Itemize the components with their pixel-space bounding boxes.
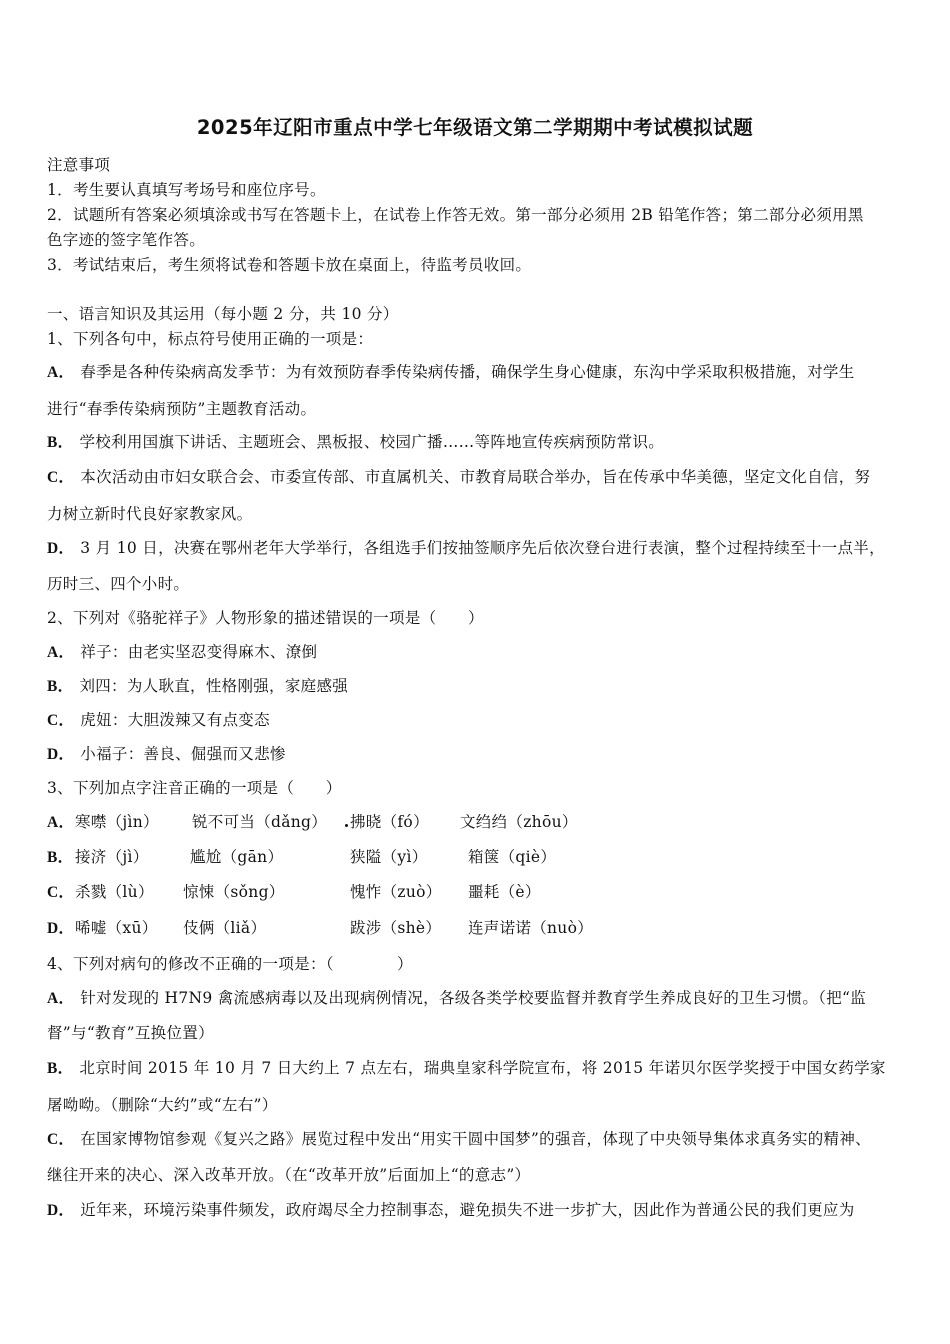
question-stem: 3、下列加点字注音正确的一项是（ ） (47, 779, 342, 797)
option-c (47, 708, 270, 730)
section-heading: 一、语言知识及其运用（每小题 2 分，共 10 分） (47, 305, 399, 323)
notice-item: 3．考试结束后，考生须将试卷和答题卡放在桌面上，待监考员收回。 (47, 256, 532, 274)
pinyin-word: 拂晓（fó） (350, 813, 429, 831)
option-label: D． (47, 1202, 75, 1219)
pinyin-word: 唏嘘（xū） (75, 919, 158, 937)
option-label: B． (47, 678, 74, 695)
option-text: 刘四：为人耿直，性格刚强，家庭感强 (79, 677, 349, 695)
option-continuation: 继往开来的决心、深入改革开放。（在“改革开放”后面加上“的意志”） (47, 1166, 531, 1184)
option-text: 学校利用国旗下讲话、主题班会、黑板报、校园广播……等阵地宣传疾病预防常识。 (79, 433, 665, 451)
pinyin-word: 箱箧（qiè） (468, 848, 557, 866)
option-text: 虎妞：大胆泼辣又有点变态 (80, 711, 270, 729)
option-b (47, 674, 348, 696)
option-d (47, 742, 286, 764)
option-text: 针对发现的 H7N9 禽流感病毒以及出现病例情况，各级各类学校要监督并教育学生养成良好的卫生习惯。（把“监 (80, 989, 867, 1007)
option-label: A． (47, 364, 75, 381)
option-text: 祥子：由老实坚忍变得麻木、潦倒 (80, 643, 318, 661)
option-c (47, 1127, 871, 1149)
notice-heading: 注意事项 (47, 156, 111, 174)
option-label: D． (47, 920, 75, 937)
option-label: C． (47, 712, 75, 729)
option-continuation: 力树立新时代良好家教家风。 (47, 505, 253, 523)
option-label: B． (47, 849, 74, 866)
pinyin-word: 连声诺诺（nuò） (468, 919, 593, 937)
pinyin-word: 杀戮（lù） (75, 883, 154, 901)
pinyin-word: 接济（jì） (75, 848, 149, 866)
option-text: 春季是各种传染病高发季节：为有效预防春季传染病传播，确保学生身心健康，东沟中学采取积极措施，对学生 (80, 363, 855, 381)
pinyin-word: 惊悚（sǒng） (183, 883, 285, 901)
pinyin-word: 伎俩（liǎ） (183, 919, 267, 937)
question-stem: 4、下列对病句的修改不正确的一项是：（ ） (47, 955, 413, 973)
pinyin-word: 尴尬（gān） (190, 848, 284, 866)
option-d (47, 1198, 855, 1220)
option-text: 小福子：善良、倔强而又悲惨 (80, 745, 286, 763)
pinyin-word: 狭隘（yì） (350, 848, 428, 866)
option-c (47, 465, 870, 487)
page-title: 2025年辽阳市重点中学七年级语文第二学期期中考试模拟试题 (196, 116, 754, 139)
question-stem: 2、下列对《骆驼祥子》人物形象的描述错误的一项是（ ） (47, 609, 484, 627)
option-label: B． (47, 1060, 74, 1077)
pinyin-word: 噩耗（è） (468, 883, 541, 901)
option-text: 本次活动由市妇女联合会、市委宣传部、市直属机关、市教育局联合举办，旨在传承中华美德，坚定文化自信，努 (80, 468, 871, 486)
notice-item: 2．试题所有答案必须填涂或书写在答题卡上，在试卷上作答无效。第一部分必须用 2B 铅笔作答；第二部分必须用黑 (47, 206, 864, 224)
option-a (47, 360, 855, 382)
option-label: D． (47, 540, 75, 557)
emphasis-dot (345, 824, 348, 827)
notice-item: 1．考生要认真填写考场号和座位序号。 (47, 181, 326, 199)
pinyin-word: 文绉绉（zhōu） (460, 813, 578, 831)
pinyin-word: 锐不可当（dǎng） (192, 813, 328, 831)
option-text: 近年来，环境污染事件频发，政府竭尽全力控制事态，避免损失不进一步扩大，因此作为普通公民的我们更应为 (80, 1201, 855, 1219)
option-label: C． (47, 469, 75, 486)
option-b (47, 1056, 886, 1078)
option-label: A． (47, 644, 75, 661)
option-text: 在国家博物馆参观《复兴之路》展览过程中发出“用实干圆中国梦”的强音，体现了中央领导集体求真务实的精神、 (80, 1130, 871, 1148)
option-label: A． (47, 990, 75, 1007)
option-a (47, 986, 866, 1008)
pinyin-word: 跋涉（shè） (350, 919, 442, 937)
option-continuation: 进行“春季传染病预防”主题教育活动。 (47, 400, 317, 418)
question-stem: 1、下列各句中，标点符号使用正确的一项是： (47, 330, 374, 348)
option-text: 北京时间 2015 年 10 月 7 日大约上 7 点左右，瑞典皇家科学院宣布，将 2015 年诺贝尔医学奖授于中国女药学家 (79, 1059, 886, 1077)
option-continuation: 督”与“教育”互换位置） (47, 1024, 214, 1042)
option-text: 3 月 10 日，决赛在鄂州老年大学举行，各组选手们按抽签顺序先后依次登台进行表演，整个过程持续至十一点半， (80, 539, 885, 557)
option-label: B． (47, 434, 74, 451)
option-b (47, 430, 664, 452)
option-a (47, 640, 317, 662)
option-label: D． (47, 746, 75, 763)
pinyin-word: 寒噤（jìn） (75, 813, 159, 831)
option-label: A． (47, 814, 75, 831)
option-label: C． (47, 1131, 75, 1148)
option-continuation: 历时三、四个小时。 (47, 575, 190, 593)
option-d (47, 536, 885, 558)
notice-item: 色字迹的签字笔作答。 (47, 231, 206, 249)
option-continuation: 屠呦呦。（删除“大约”或“左右”） (47, 1096, 278, 1114)
option-label: C． (47, 884, 75, 901)
pinyin-word: 愧怍（zuò） (350, 883, 442, 901)
